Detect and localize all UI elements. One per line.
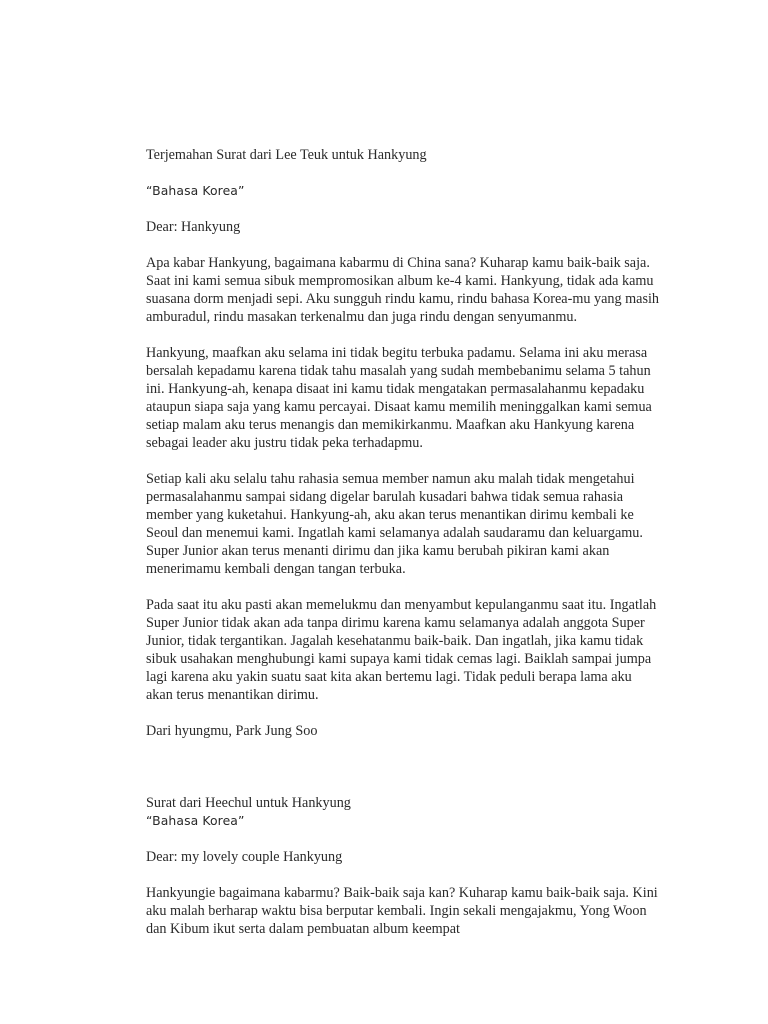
letter1-signoff: Dari hyungmu, Park Jung Soo (146, 723, 318, 739)
letter1-title: Terjemahan Surat dari Lee Teuk untuk Hankyung (146, 147, 427, 163)
letter1-language-note: “Bahasa Korea” (146, 183, 245, 198)
letter1-paragraph: Setiap kali aku selalu tahu rahasia semua member namun aku malah tidak mengetahui permasalahanmu sampai sidang digelar barulah kusadari bahwa tidak semua rahasia member yang kuketahui. Hankyung-ah, aku akan terus menantikan dirimu kembali ke Seoul dan menemui kami. Ingatlah kami selamanya adalah saudaramu dan keluargamu. Super Junior akan terus menanti dirimu dan jika kamu berubah pikiran kami akan menerimamu kembali dengan tangan terbuka. (146, 471, 643, 577)
letter2-greeting: Dear: my lovely couple Hankyung (146, 849, 343, 865)
letter1-paragraph: Hankyung, maafkan aku selama ini tidak begitu terbuka padamu. Selama ini aku merasa bersalah kepadamu karena tidak tahu masalah yang sudah membebanimu selama 5 tahun ini. Hankyung-ah, kenapa disaat ini kamu tidak mengatakan permasalahanmu kepadaku ataupun siapa saja yang kamu percayai. Disaat kamu memilih meninggalkan kami semua setiap malam aku terus menangis dan memikirkanmu. Maafkan aku Hankyung karena sebagai leader aku justru tidak peka terhadapmu. (146, 345, 652, 451)
letter2-title: Surat dari Heechul untuk Hankyung (146, 795, 351, 811)
letter-text-column (146, 146, 662, 938)
letter2-paragraph: Hankyungie bagaimana kabarmu? Baik-baik saja kan? Kuharap kamu baik-baik saja. Kini aku malah berharap waktu bisa berputar kembali. Ingin sekali mengajakmu, Yong Woon dan Kibum ikut serta dalam pembuatan album keempat (146, 885, 658, 937)
letter1-paragraph: Apa kabar Hankyung, bagaimana kabarmu di China sana? Kuharap kamu baik-baik saja. Saat ini kami semua sibuk mempromosikan album ke-4 kami. Hankyung, tidak ada kamu suasana dorm menjadi sepi. Aku sungguh rindu kamu, rindu bahasa Korea-mu yang masih amburadul, rindu masakan terkenalmu dan juga rindu dengan senyumanmu. (146, 255, 660, 325)
letter2-language-note: “Bahasa Korea” (146, 813, 245, 828)
letter1-greeting: Dear: Hankyung (146, 219, 241, 235)
letter1-paragraph: Pada saat itu aku pasti akan memelukmu dan menyambut kepulanganmu saat itu. Ingatlah Super Junior tidak akan ada tanpa dirimu karena kamu selamanya adalah anggota Super Junior, tidak tergantikan. Jagalah kesehatanmu baik-baik. Dan ingatlah, jika kamu tidak sibuk usahakan menghubungi kami supaya kami tidak cemas lagi. Baiklah sampai jumpa lagi karena aku yakin suatu saat kita akan bertemu lagi. Tidak peduli berapa lama aku akan terus menantikan dirimu. (146, 597, 657, 703)
